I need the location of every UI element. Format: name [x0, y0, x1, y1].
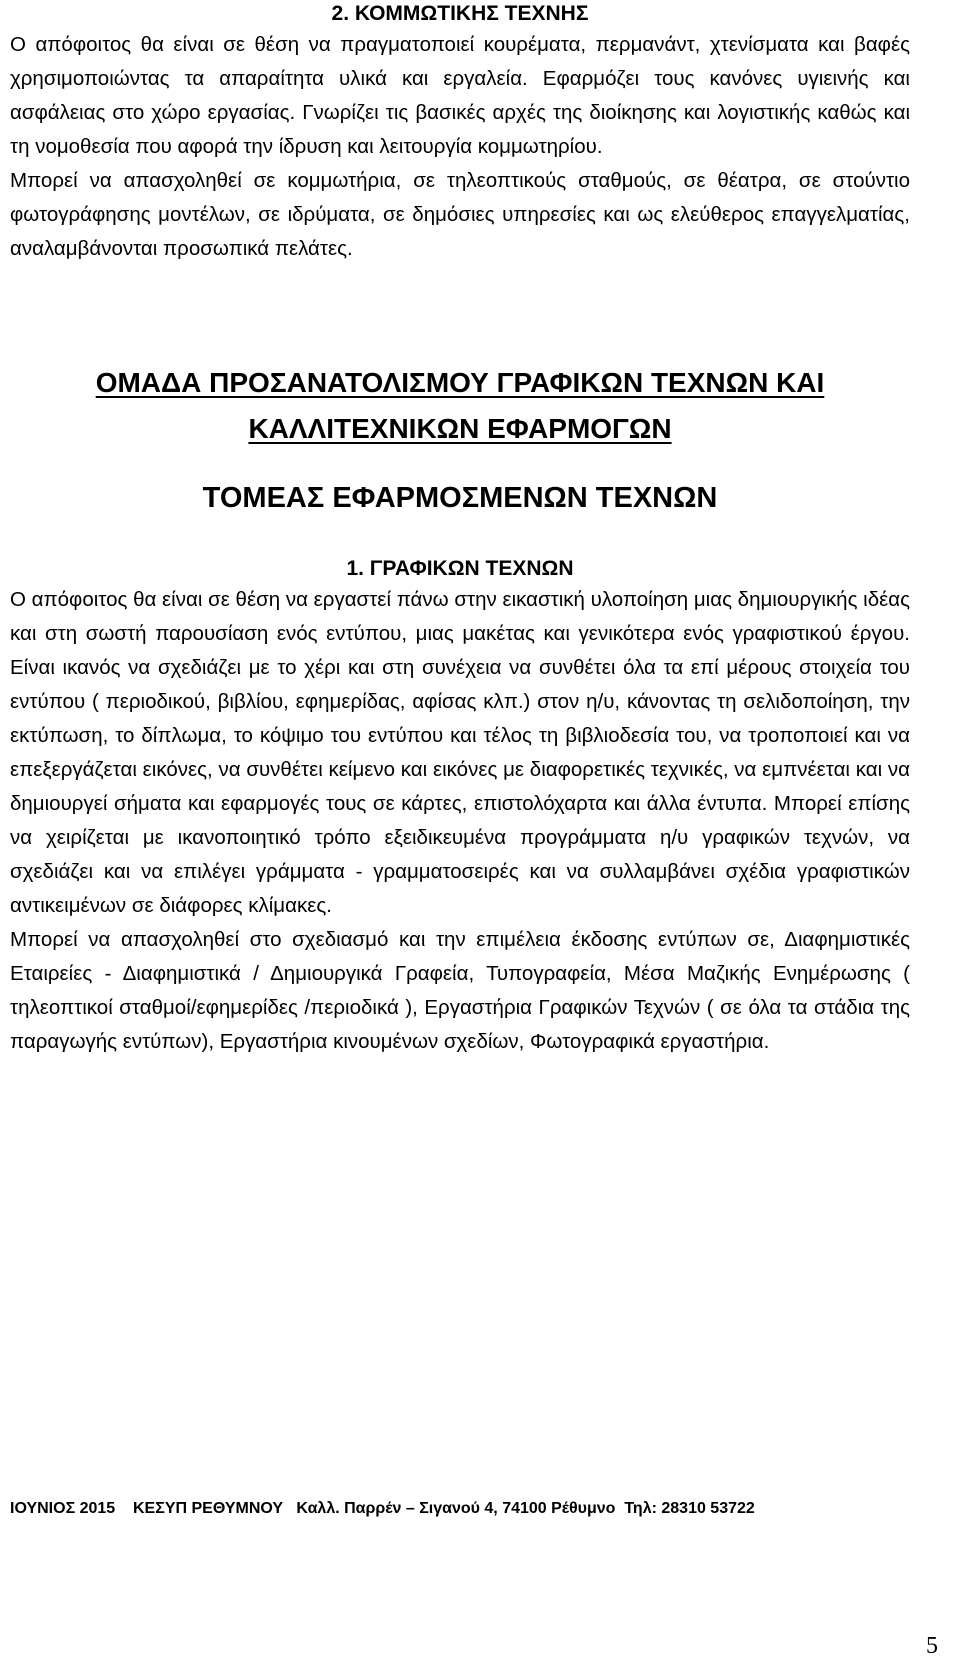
paragraph-graphic-arts-skills: Ο απόφοιτος θα είναι σε θέση να εργαστεί πάνω στην εικαστική υλοποίηση μιας δημιουργικής ιδέας και στη σωστή παρουσίαση ενός εντύπου, μιας μακέτας και γενικότερα ενός γραφιστικού έργου. Είναι ικανός να σχεδιάζει με το χέρι και στη συνέχεια να συνθέτει όλα τα επί μέρους στοιχεία του εντύπου ( περιοδικού, βιβλίου, εφημερίδας, αφίσας κλπ.) στον η/υ, κάνοντας τη σελιδοποίηση, την εκτύπωση, το δίπλωμα, το κόψιμο του εντύπου και τέλος τη βιβλιοδεσία του, να τροποποιεί και να επεξεργάζεται εικόνες, να συνθέτει κείμενο και εικόνες με διαφορετικές τεχνικές, να εμπνέεται και να δημιουργεί σήματα και εφαρμογές τους σε κάρτες, επιστολόχαρτα και άλλα έντυπα. Μπορεί επίσης να χειρίζεται με ικανοποιητικό τρόπο εξειδικευμένα προγράμματα η/υ γραφικών τεχνών, να σχεδιάζει και να επιλέγει γράμματα - γραμματοσειρές και να συλλαμβάνει σχέδια γραφιστικών αντικειμένων σε διάφορες κλίμακες. [10, 588, 910, 917]
group-title-line2: ΚΑΛΛΙΤΕΧΝΙΚΩΝ ΕΦΑΡΜΟΓΩΝ [248, 413, 672, 444]
paragraph-hairdressing-employment: Μπορεί να απασχοληθεί σε κομμωτήρια, σε τηλεοπτικούς σταθμούς, σε θέατρα, σε στούντιο φωτογράφησης μοντέλων, σε ιδρύματα, σε δημόσιες υπηρεσίες και ως ελεύθερος επαγγελματίας, αναλαμβάνονται προσωπικά πελάτες. [10, 169, 910, 260]
page-footer: ΙΟΥΝΙΟΣ 2015 ΚΕΣΥΠ ΡΕΘΥΜΝΟΥ Καλλ. Παρρέν – Σιγανού 4, 74100 Ρέθυμνο Τηλ: 28310 53722 [10, 1500, 755, 1517]
sector-title: ΤΟΜΕΑΣ ΕΦΑΡΜΟΣΜΕΝΩΝ ΤΕΧΝΩΝ [202, 482, 718, 514]
section-graphic-arts [10, 555, 910, 1059]
section-heading-graphic-arts: 1. ΓΡΑΦΙΚΩΝ ΤΕΧΝΩΝ [346, 557, 574, 580]
section-heading-hairdressing: 2. ΚΟΜΜΩΤΙΚΗΣ ΤΕΧΝΗΣ [331, 2, 589, 25]
group-title-line1: ΟΜΑΔΑ ΠΡΟΣΑΝΑΤΟΛΙΣΜΟΥ ΓΡΑΦΙΚΩΝ ΤΕΧΝΩΝ ΚΑΙ [95, 367, 825, 398]
paragraph-graphic-arts-employment: Μπορεί να απασχοληθεί στο σχεδιασμό και την επιμέλεια έκδοσης εντύπων σε, Διαφημιστικές Εταιρείες - Διαφημιστικά / Δημιουργικά Γραφεία, Τυπογραφεία, Μέσα Μαζικής Ενημέρωσης ( τηλεοπτικοί σταθμοί/εφημερίδες /περιοδικά ), Εργαστήρια Γραφικών Τεχνών ( σε όλα τα στάδια της παραγωγής εντύπων), Εργαστήρια κινουμένων σχεδίων, Φωτογραφικά εργαστήρια. [10, 928, 910, 1053]
page-number: 5 [926, 1633, 938, 1659]
sector-block [10, 478, 910, 518]
paragraph-hairdressing-skills: Ο απόφοιτος θα είναι σε θέση να πραγματοποιεί κουρέματα, περμανάντ, χτενίσματα και βαφές χρησιμοποιώντας τα απαραίτητα υλικά και εργαλεία. Εφαρμόζει τους κανόνες υγιεινής και ασφάλειας στο χώρο εργασίας. Γνωρίζει τις βασικές αρχές της διοίκησης και λογιστικής καθώς και τη νομοθεσία που αφορά την ίδρυση και λειτουργία κομμωτηρίου. [10, 33, 910, 158]
group-title [10, 360, 910, 452]
section-hairdressing [10, 0, 910, 266]
